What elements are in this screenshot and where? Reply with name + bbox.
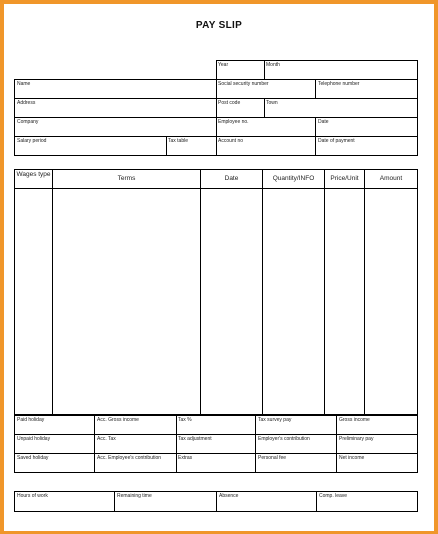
employee-no-label: Employee no. [218, 119, 249, 125]
ssn-label: Social security number [218, 81, 269, 87]
comp-leave-label: Comp. leave [319, 493, 348, 499]
gross-income-label: Gross income [339, 417, 370, 423]
acc-gross-income-label: Acc. Gross income [97, 417, 139, 423]
date-of-payment-label: Date of payment [318, 138, 355, 144]
name-label: Name [17, 81, 31, 87]
employer-contribution-label: Employer's contribution [258, 436, 310, 442]
acc-tax-label: Acc. Tax [97, 436, 116, 442]
post-code-label: Post code [218, 100, 241, 106]
date-label: Date [318, 119, 329, 125]
salary-period-label: Salary period [17, 138, 47, 144]
month-label: Month [266, 62, 280, 68]
telephone-label: Telephone number [318, 81, 360, 87]
absence-label: Absence [219, 493, 239, 499]
personal-fee-label: Personal fee [258, 455, 287, 461]
preliminary-pay-label: Preliminary pay [339, 436, 374, 442]
town-label: Town [266, 100, 278, 106]
header-price-unit: Price/Unit [330, 175, 359, 182]
net-income-label: Net income [339, 455, 365, 461]
address-label: Address [17, 100, 36, 106]
header-terms: Terms [117, 175, 136, 182]
header-date: Date [224, 175, 239, 182]
tax-adjustment-label: Tax adjustment [178, 436, 212, 442]
tax-survey-pay-label: Tax survey pay [258, 417, 292, 423]
account-no-label: Account no [218, 138, 244, 144]
acc-employee-contribution-label: Acc. Employee's contribution [97, 455, 162, 461]
header-amount: Amount [379, 175, 403, 182]
tax-table-label: Tax table [168, 138, 189, 144]
page-title: PAY SLIP [195, 20, 243, 31]
tax-percent-label: Tax % [178, 417, 192, 423]
extras-label: Extras [178, 455, 193, 461]
company-label: Company [17, 119, 39, 125]
year-label: Year [218, 62, 229, 68]
hours-of-work-label: Hours of work [17, 493, 48, 499]
saved-holiday-label: Saved holiday [17, 455, 49, 461]
header-wages-type: Wages type [16, 171, 51, 178]
remaining-time-label: Remaining time [117, 493, 152, 499]
header-quantity-info: Quantity/INFO [272, 175, 315, 182]
unpaid-holiday-label: Unpaid holiday [17, 436, 51, 442]
paid-holiday-label: Paid holiday [17, 417, 45, 423]
